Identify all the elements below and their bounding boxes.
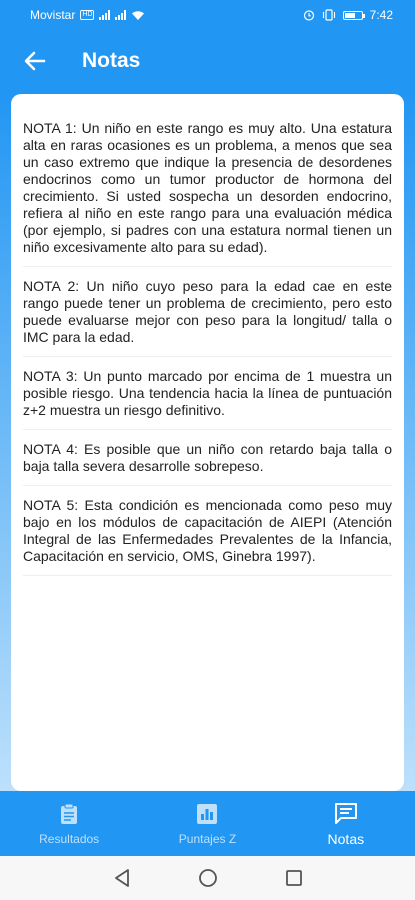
nav-label-puntajes-z: Puntajes Z	[178, 831, 237, 846]
bar-chart-icon	[197, 802, 217, 826]
bottom-nav	[0, 791, 415, 856]
app-bar	[0, 30, 415, 92]
notes-card[interactable]	[11, 94, 404, 791]
note-1: NOTA 1: Un niño en este rango es muy alto. Una estatura alta en raras ocasiones es un problema, a menos que sea un caso extremo que indique la presencia de desordenes endocrinos como un tumor productor de hormona del crecimiento. Si usted sospecha un desorden endocrino, refiera al niño en este rango para una evaluación médica (por ejemplo, si padres con una estatura normal tienen un niño excesivamente alto para su edad).	[23, 120, 392, 267]
clock-time: 7:42	[369, 8, 393, 22]
note-2: NOTA 2: Un niño cuyo peso para la edad cae en este rango puede tener un problema de crecimiento, pero esto puede evaluarse mejor con peso para la longitud/ talla o IMC para la edad.	[23, 278, 392, 357]
vibrate-icon	[322, 9, 336, 21]
nav-label-resultados: Resultados	[39, 831, 100, 846]
status-left	[30, 8, 145, 22]
status-right	[303, 8, 393, 22]
content-area	[0, 92, 415, 791]
nav-item-notas[interactable]	[277, 791, 415, 856]
status-bar	[0, 0, 415, 30]
clipboard-icon	[60, 802, 78, 826]
back-triangle-icon[interactable]	[110, 866, 134, 890]
recents-square-icon[interactable]	[282, 866, 306, 890]
nav-item-resultados[interactable]	[0, 791, 138, 856]
note-4: NOTA 4: Es posible que un niño con retardo baja talla o baja talla severa desarrolle sobrepeso.	[23, 441, 392, 486]
home-circle-icon[interactable]	[196, 866, 220, 890]
carrier-name: Movistar	[30, 8, 76, 22]
arrow-left-icon	[24, 51, 46, 71]
wifi-icon	[131, 10, 145, 21]
signal-icon-2	[115, 10, 126, 20]
battery-icon	[343, 11, 363, 20]
system-nav-bar	[0, 856, 415, 900]
signal-icon	[99, 10, 110, 20]
nav-label-notas: Notas	[327, 830, 365, 847]
note-5: NOTA 5: Esta condición es mencionada como peso muy bajo en los módulos de capacitación de AIEPI (Atención Integral de las Enfermedades Prevalentes de la Infancia, Capacitación en servicio, OMS, Ginebra 1997).	[23, 497, 392, 576]
back-button[interactable]	[10, 36, 60, 86]
message-icon	[334, 801, 358, 825]
page-title: Notas	[82, 49, 141, 72]
alarm-icon	[303, 9, 315, 21]
note-3: NOTA 3: Un punto marcado por encima de 1 muestra un posible riesgo. Una tendencia hacia la línea de puntuación z+2 muestra un riesgo definitivo.	[23, 368, 392, 430]
hd-badge: HD	[82, 11, 93, 18]
nav-item-puntajes-z[interactable]	[138, 791, 276, 856]
